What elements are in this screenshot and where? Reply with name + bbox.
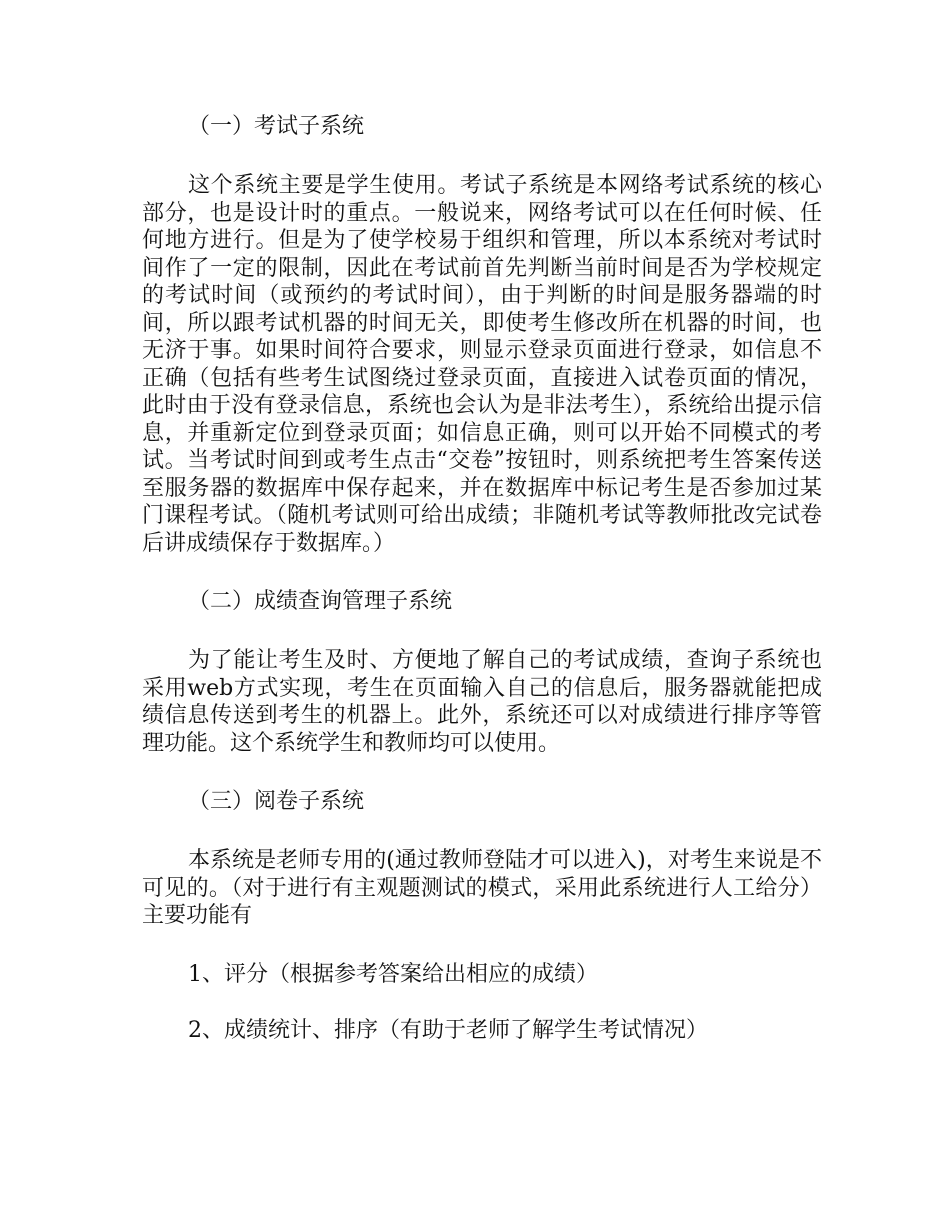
section-paragraph-score-query-subsystem: 为了能让考生及时、方便地了解自己的考试成绩，查询子系统也采用web方式实现，考生在页面输入自己的信息后，服务器就能把成绩信息传送到考生的机器上。此外，系统还可以对成绩进行排序等管理功能。这个系统学生和教师均可以使用。: [142, 648, 822, 756]
section-heading-score-query-subsystem: （二）成绩查询管理子系统: [188, 589, 453, 614]
section-paragraph-grading-subsystem: 本系统是老师专用的(通过教师登陆才可以进入)，对考生来说是不可见的。（对于进行有主观题测试的模式，采用此系统进行人工给分）主要功能有: [142, 848, 822, 928]
document-body: [142, 112, 822, 1072]
section-paragraph-exam-subsystem: 这个系统主要是学生使用。考试子系统是本网络考试系统的核心部分，也是设计时的重点。一般说来，网络考试可以在任何时候、任何地方进行。但是为了使学校易于组织和管理，所以本系统对考试时间作了一定的限制，因此在考试前首先判断当前时间是否为学校规定的考试时间（或预约的考试时间），由于判断的时间是服务器端的时间，所以跟考试机器的时间无关，即使考生修改所在机器的时间，也无济于事。如果时间符合要求，则显示登录页面进行登录，如信息不正确（包括有些考生试图绕过登录页面，直接进入试卷页面的情况，此时由于没有登录信息，系统也会认为是非法考生），系统给出提示信息，并重新定位到登录页面；如信息正确，则可以开始不同模式的考试。当考试时间到或考生点击“交卷”按钮时，则系统把考生答案传送至服务器的数据库中保存起来，并在数据库中标记考生是否参加过某门课程考试。（随机考试则可给出成绩；非随机考试等教师批改完试卷后讲成绩保存于数据库。）: [142, 173, 822, 556]
list-item-scoring: 1、评分（根据参考答案给出相应的成绩）: [188, 961, 598, 987]
section-heading-exam-subsystem: （一）考试子系统: [188, 114, 365, 139]
list-item-score-statistics: 2、成绩统计、排序（有助于老师了解学生考试情况）: [188, 1017, 708, 1043]
section-heading-grading-subsystem: （三）阅卷子系统: [188, 789, 365, 814]
